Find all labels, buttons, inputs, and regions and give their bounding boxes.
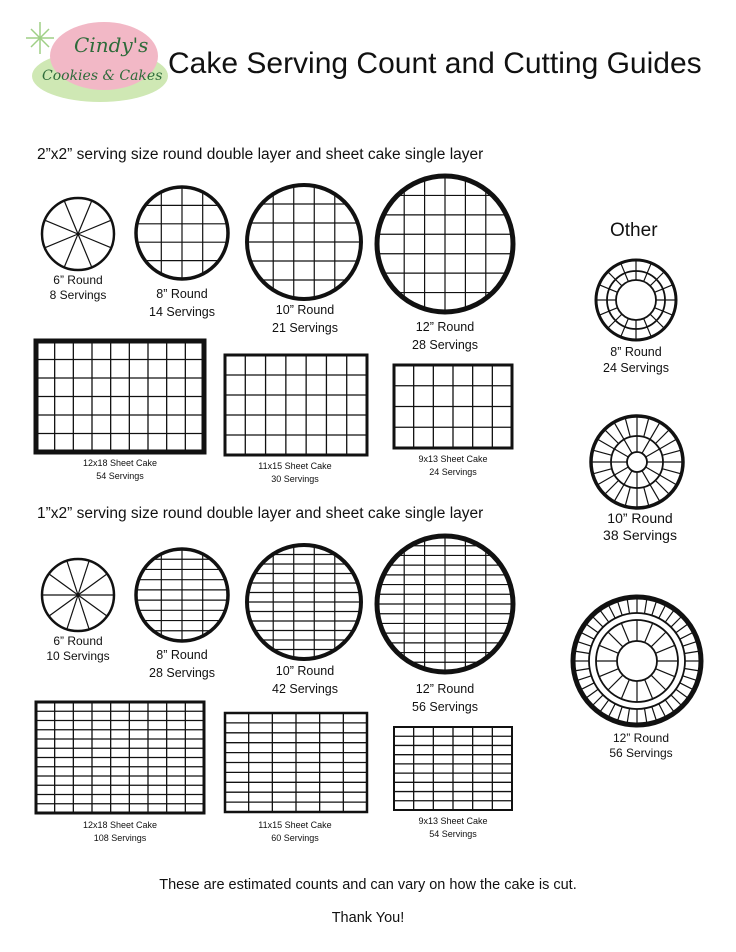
- other-round8-servings: 24 Servings: [602, 361, 670, 375]
- s2-sheet-11x15-servings: 60 Servings: [271, 833, 319, 843]
- other-round8-caption: [603, 344, 669, 376]
- s2-round6-size: 6” Round: [53, 634, 103, 648]
- thank-you-note: Thank You!: [331, 910, 405, 926]
- s2-sheet-9x13-caption: [418, 815, 487, 841]
- s1-round10-caption: [272, 302, 338, 336]
- s2-round12-caption: [412, 681, 478, 715]
- other-round10-size: 10” Round: [607, 510, 673, 526]
- s2-sheet-9x13-servings: 54 Servings: [429, 829, 477, 839]
- s1-round6-size: 6” Round: [53, 273, 103, 287]
- s1-sheet-9x13-servings: 24 Servings: [429, 467, 477, 477]
- logo-line1: Cindy's: [74, 33, 149, 57]
- s1-round8-servings: 14 Servings: [148, 305, 216, 319]
- s1-round12-caption: [412, 319, 478, 353]
- s2-sheet-11x15-caption: [258, 819, 331, 845]
- s2-round8-caption: [149, 647, 215, 681]
- s1-sheet-11x15-servings: 30 Servings: [271, 474, 319, 484]
- page-title: Cake Serving Count and Cutting Guides: [168, 47, 702, 80]
- s2-round8-size: 8” Round: [156, 648, 208, 662]
- other-round12-servings: 56 Servings: [609, 746, 673, 760]
- section1-heading: 2”x2” serving size round double layer and sheet cake single layer: [37, 146, 484, 163]
- s1-sheet-12x18-size: 12x18 Sheet Cake: [82, 458, 158, 468]
- s2-sheet-9x13-size: 9x13 Sheet Cake: [418, 816, 488, 826]
- s2-round10-caption: [272, 663, 338, 697]
- s1-sheet-9x13-size: 9x13 Sheet Cake: [418, 454, 488, 464]
- s1-sheet-12x18-caption: [83, 457, 157, 483]
- other-round8-size: 8” Round: [610, 345, 662, 359]
- s1-round12-servings: 28 Servings: [411, 338, 479, 352]
- s2-round10-size: 10” Round: [275, 664, 335, 678]
- s2-round6-servings: 10 Servings: [46, 649, 110, 663]
- other-round12-size: 12” Round: [612, 731, 670, 745]
- s2-sheet-12x18-caption: [83, 819, 157, 845]
- s2-round12-size: 12” Round: [415, 682, 475, 696]
- s1-round10-size: 10” Round: [275, 303, 335, 317]
- s1-sheet-11x15-caption: [258, 460, 331, 486]
- s2-sheet-12x18-servings: 108 Servings: [93, 833, 147, 843]
- section2-heading: 1”x2” serving size round double layer and sheet cake single layer: [37, 505, 484, 522]
- s1-round8-caption: [149, 286, 215, 320]
- s2-round6-caption: [46, 634, 109, 664]
- s2-round8-servings: 28 Servings: [148, 666, 216, 680]
- s1-round12-size: 12” Round: [415, 320, 475, 334]
- s1-sheet-9x13-caption: [418, 453, 487, 479]
- s1-round6-caption: [50, 273, 107, 303]
- other-heading: Other: [610, 220, 658, 241]
- other-round10-caption: [603, 510, 677, 544]
- other-round12-caption: [609, 731, 672, 761]
- s1-sheet-11x15-size: 11x15 Sheet Cake: [258, 461, 332, 471]
- s1-round8-size: 8” Round: [156, 287, 208, 301]
- s2-round12-servings: 56 Servings: [411, 700, 479, 714]
- s1-round6-servings: 8 Servings: [49, 288, 107, 302]
- logo-line2: Cookies & Cakes: [42, 68, 163, 84]
- estimate-footnote: These are estimated counts and can vary on how the cake is cut.: [159, 877, 577, 893]
- s2-sheet-11x15-size: 11x15 Sheet Cake: [258, 820, 332, 830]
- s1-round10-servings: 21 Servings: [271, 321, 339, 335]
- s1-sheet-11x15-diagram: [225, 355, 367, 455]
- s2-round10-servings: 42 Servings: [271, 682, 339, 696]
- other-round12-diagram: [573, 597, 701, 725]
- other-round10-servings: 38 Servings: [603, 527, 677, 543]
- s1-sheet-12x18-servings: 54 Servings: [96, 471, 144, 481]
- s2-sheet-12x18-size: 12x18 Sheet Cake: [82, 820, 158, 830]
